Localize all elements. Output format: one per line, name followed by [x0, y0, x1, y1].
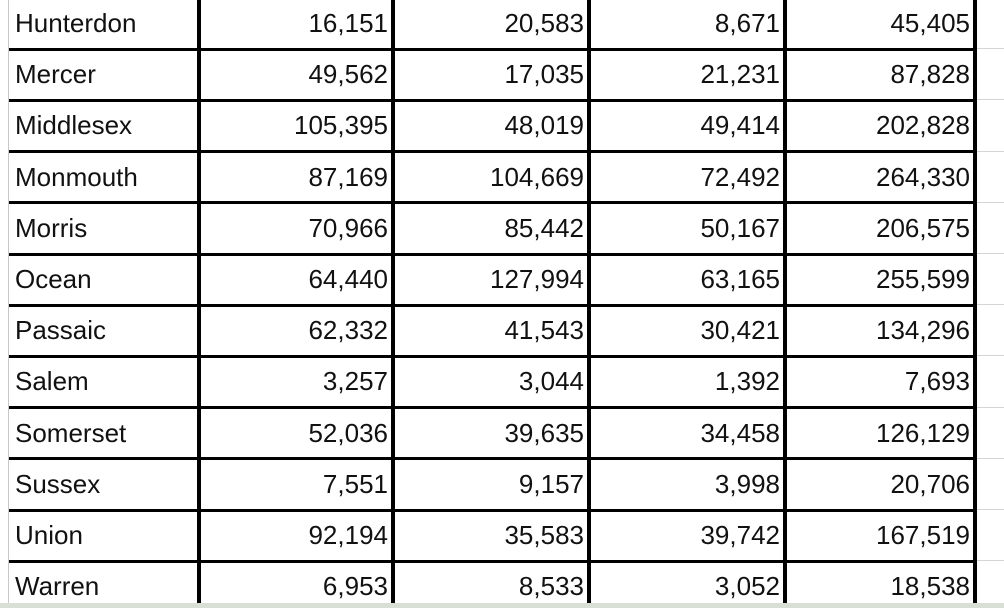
cell-value[interactable]: 87,828 [890, 59, 970, 90]
table-row [9, 510, 973, 561]
cell-county[interactable]: Warren [15, 571, 100, 602]
gutter-gridline [977, 304, 1004, 305]
cell-value[interactable]: 39,635 [504, 417, 584, 448]
cell-county[interactable]: Mercer [15, 59, 96, 90]
cell-value[interactable]: 49,562 [308, 59, 388, 90]
cell-value[interactable]: 3,044 [518, 366, 584, 397]
cell-county[interactable]: Middlesex [15, 110, 133, 141]
gutter-gridline [977, 407, 1004, 408]
cell-value[interactable]: 167,519 [876, 520, 970, 550]
cell-value[interactable]: 6,953 [322, 571, 388, 602]
cell-value[interactable]: 3,052 [714, 571, 780, 602]
column-border [391, 0, 395, 608]
cell-value[interactable]: 64,440 [308, 264, 388, 294]
column-border [783, 0, 787, 608]
cell-value[interactable]: 105,395 [294, 110, 388, 141]
cell-county[interactable]: Union [15, 520, 83, 550]
table-row [9, 254, 973, 305]
cell-county[interactable]: Somerset [15, 417, 127, 448]
cell-value[interactable]: 62,332 [308, 315, 388, 346]
gutter-gridline [977, 99, 1004, 100]
table-row [9, 100, 973, 151]
cell-value[interactable]: 8,533 [518, 571, 584, 602]
gutter-gridline [977, 509, 1004, 510]
cell-value[interactable]: 50,167 [700, 212, 780, 243]
cell-value[interactable]: 3,998 [714, 468, 780, 499]
sheet-bottom-strip [0, 603, 1004, 608]
cell-value[interactable]: 134,296 [876, 315, 970, 346]
cell-value[interactable]: 7,551 [322, 468, 388, 499]
gutter-gridline [977, 253, 1004, 254]
cell-value[interactable]: 85,442 [504, 212, 584, 243]
cell-value[interactable]: 30,421 [700, 315, 780, 346]
cell-value[interactable]: 264,330 [876, 161, 970, 192]
gutter-gridline [977, 151, 1004, 152]
cell-value[interactable]: 45,405 [890, 8, 970, 38]
cell-value[interactable]: 87,169 [308, 161, 388, 192]
cell-value[interactable]: 63,165 [700, 264, 780, 294]
cell-value[interactable]: 39,742 [700, 520, 780, 550]
gutter-gridline [977, 560, 1004, 561]
table-row [9, 459, 973, 510]
gutter-gridline [977, 355, 1004, 356]
cell-county[interactable]: Salem [15, 366, 89, 397]
cell-value[interactable]: 34,458 [700, 417, 780, 448]
gutter-gridline [977, 48, 1004, 49]
cell-county[interactable]: Monmouth [15, 161, 138, 192]
cell-value[interactable]: 104,669 [490, 161, 584, 192]
table-row [9, 305, 973, 356]
cell-value[interactable]: 41,543 [504, 315, 584, 346]
cell-value[interactable]: 49,414 [700, 110, 780, 141]
cell-value[interactable]: 255,599 [876, 264, 970, 294]
cell-county[interactable]: Passaic [15, 315, 107, 346]
cell-county[interactable]: Hunterdon [15, 8, 137, 38]
cell-value[interactable]: 9,157 [518, 468, 584, 499]
table-row [9, 0, 973, 49]
cell-county[interactable]: Ocean [15, 264, 92, 294]
cell-county[interactable]: Sussex [15, 468, 101, 499]
cell-value[interactable]: 7,693 [904, 366, 970, 397]
cell-value[interactable]: 8,671 [714, 8, 780, 38]
cell-value[interactable]: 70,966 [308, 212, 388, 243]
table-row [9, 356, 973, 407]
cell-value[interactable]: 48,019 [504, 110, 584, 141]
table-row [9, 203, 973, 254]
cell-value[interactable]: 206,575 [876, 212, 970, 243]
cell-value[interactable]: 3,257 [322, 366, 388, 397]
table-row [9, 49, 973, 100]
column-border [587, 0, 591, 608]
cell-value[interactable]: 17,035 [504, 59, 584, 90]
table-row [9, 408, 973, 459]
cell-value[interactable]: 202,828 [876, 110, 970, 141]
cell-value[interactable]: 126,129 [876, 417, 970, 448]
cell-value[interactable]: 18,538 [890, 571, 970, 602]
cell-value[interactable]: 35,583 [504, 520, 584, 550]
gutter-gridline [977, 458, 1004, 459]
cell-value[interactable]: 92,194 [308, 520, 388, 550]
cell-value[interactable]: 1,392 [714, 366, 780, 397]
cell-value[interactable]: 21,231 [700, 59, 780, 90]
cell-value[interactable]: 127,994 [490, 264, 584, 294]
cell-value[interactable]: 16,151 [308, 8, 388, 38]
table-row [9, 561, 973, 608]
cell-value[interactable]: 52,036 [308, 417, 388, 448]
column-border [197, 0, 201, 608]
cell-value[interactable]: 20,583 [504, 8, 584, 38]
cell-value[interactable]: 72,492 [700, 161, 780, 192]
cell-county[interactable]: Morris [15, 212, 88, 243]
gutter-gridline [977, 202, 1004, 203]
table-row [9, 152, 973, 203]
cell-value[interactable]: 20,706 [890, 468, 970, 499]
